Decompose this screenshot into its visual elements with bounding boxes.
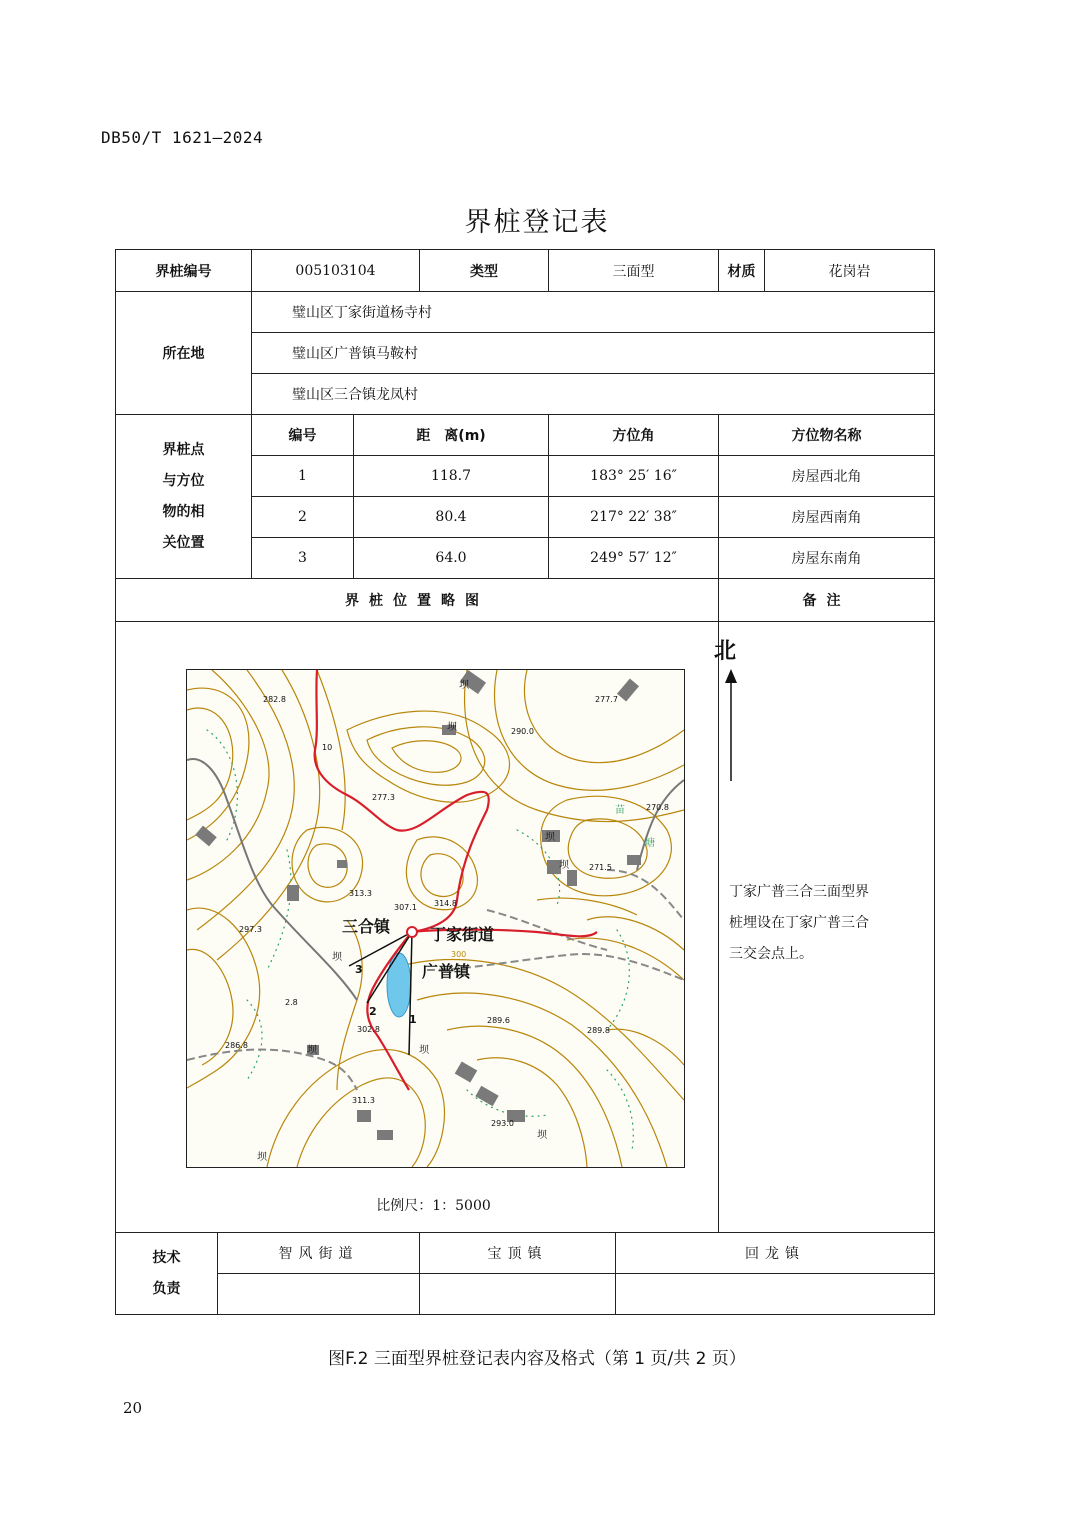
dam-label: 坝 [459,680,469,691]
row-object: 房屋西南角 [719,497,935,538]
elevation-label: 313.3 [349,889,372,898]
type-label: 类型 [420,250,549,292]
dam-label: 坝 [545,832,555,843]
remarks-line: 丁家广普三合三面型界 [729,884,870,900]
sketch-header: 界桩位置略图 [116,579,719,622]
boundary-map [186,669,685,1168]
relation-label-line: 关位置 [162,534,205,551]
material-label: 材质 [719,250,765,292]
dam-label: 坝 [257,1152,267,1163]
page-title: 界桩登记表 [464,207,610,238]
dam-label: 坝 [537,1130,547,1141]
remarks-line: 桩埋设在丁家广普三合 [729,915,870,931]
figure-caption: 图F.2 三面型界桩登记表内容及格式（第 1 页/共 2 页） [328,1349,746,1369]
elevation-label: 286.8 [225,1041,248,1050]
elevation-label: 282.8 [263,695,286,704]
row-distance: 64.0 [354,538,549,579]
location-line-3: 璧山区三合镇龙凤村 [252,374,935,415]
relation-label-line: 与方位 [162,472,205,489]
relation-label-line: 物的相 [162,503,205,520]
col-header-object: 方位物名称 [719,415,935,456]
registration-table [115,249,935,1315]
standard-code: DB50/T 1621—2024 [101,128,264,147]
pile-point-2: 2 [369,1005,377,1018]
pile-no-label: 界桩编号 [116,250,252,292]
type-value: 三面型 [549,250,719,292]
row-no: 1 [252,456,354,497]
tech-sign-3 [616,1274,935,1315]
dam-label: 坝 [447,722,457,733]
col-header-distance: 距 离(m) [354,415,549,456]
elevation-label: 314.8 [434,899,457,908]
tech-unit-2: 宝顶镇 [420,1233,616,1274]
elevation-label: 297.3 [239,925,262,934]
map-label-dingjia: 丁家街道 [430,925,495,944]
elevation-label: 277.7 [595,695,618,704]
relation-label-line: 界桩点 [162,441,205,458]
map-label-guangpu: 广普镇 [422,962,471,981]
location-label: 所在地 [116,292,252,415]
seedling-label: 苗 [615,805,625,816]
north-label: 北 [714,639,737,664]
dam-label: 坝 [419,1045,429,1056]
scale-label: 比例尺：1：5000 [376,1198,491,1214]
elevation-label: 271.5 [589,863,612,872]
elevation-label: 302.8 [357,1025,380,1034]
row-azimuth: 217° 22′ 38″ [549,497,719,538]
tech-unit-1: 智风街道 [218,1233,420,1274]
tech-sign-1 [218,1274,420,1315]
remarks-header: 备注 [719,579,935,622]
elevation-label: 290.0 [511,727,534,736]
location-line-2: 璧山区广普镇马鞍村 [252,333,935,374]
elevation-label: 277.3 [372,793,395,802]
elevation-label: 300 [451,950,467,959]
tech-unit-3: 回龙镇 [616,1233,935,1274]
location-line-1: 璧山区丁家街道杨寺村 [252,292,935,333]
tech-sign-2 [420,1274,616,1315]
row-distance: 80.4 [354,497,549,538]
page-number: 20 [123,1399,143,1417]
row-no: 3 [252,538,354,579]
row-azimuth: 249° 57′ 12″ [549,538,719,579]
elevation-label: 293.0 [491,1119,514,1128]
dam-label: 坝 [559,860,569,871]
tech-label-line: 负责 [152,1280,181,1297]
pile-point-1: 1 [409,1013,417,1026]
dam-label: 坝 [332,952,342,963]
row-distance: 118.7 [354,456,549,497]
material-value: 花岗岩 [765,250,935,292]
col-header-no: 编号 [252,415,354,456]
topo-map-image [187,670,684,1167]
col-header-azimuth: 方位角 [549,415,719,456]
elevation-label: 311.3 [352,1096,375,1105]
elevation-label: 10 [322,743,333,752]
row-object: 房屋东南角 [719,538,935,579]
dam-label: 坝 [307,1045,317,1056]
relation-label [116,415,252,579]
elevation-label: 270.8 [646,803,669,812]
sketch-cell [116,622,737,1233]
tech-label [116,1233,218,1315]
row-object: 房屋西北角 [719,456,935,497]
pile-no-value: 005103104 [252,250,420,292]
elevation-label: 289.8 [587,1026,610,1035]
pond-label: 塘 [645,838,655,849]
north-arrow-icon [725,669,737,781]
map-label-sanhe: 三合镇 [342,917,391,936]
elevation-label: 307.1 [394,903,417,912]
remarks-line: 三交会点上。 [729,946,814,962]
elevation-label: 289.6 [487,1016,510,1025]
tech-label-line: 技术 [152,1249,181,1266]
pile-point-3: 3 [355,963,363,976]
row-azimuth: 183° 25′ 16″ [549,456,719,497]
elevation-label: 2.8 [285,998,298,1007]
row-no: 2 [252,497,354,538]
